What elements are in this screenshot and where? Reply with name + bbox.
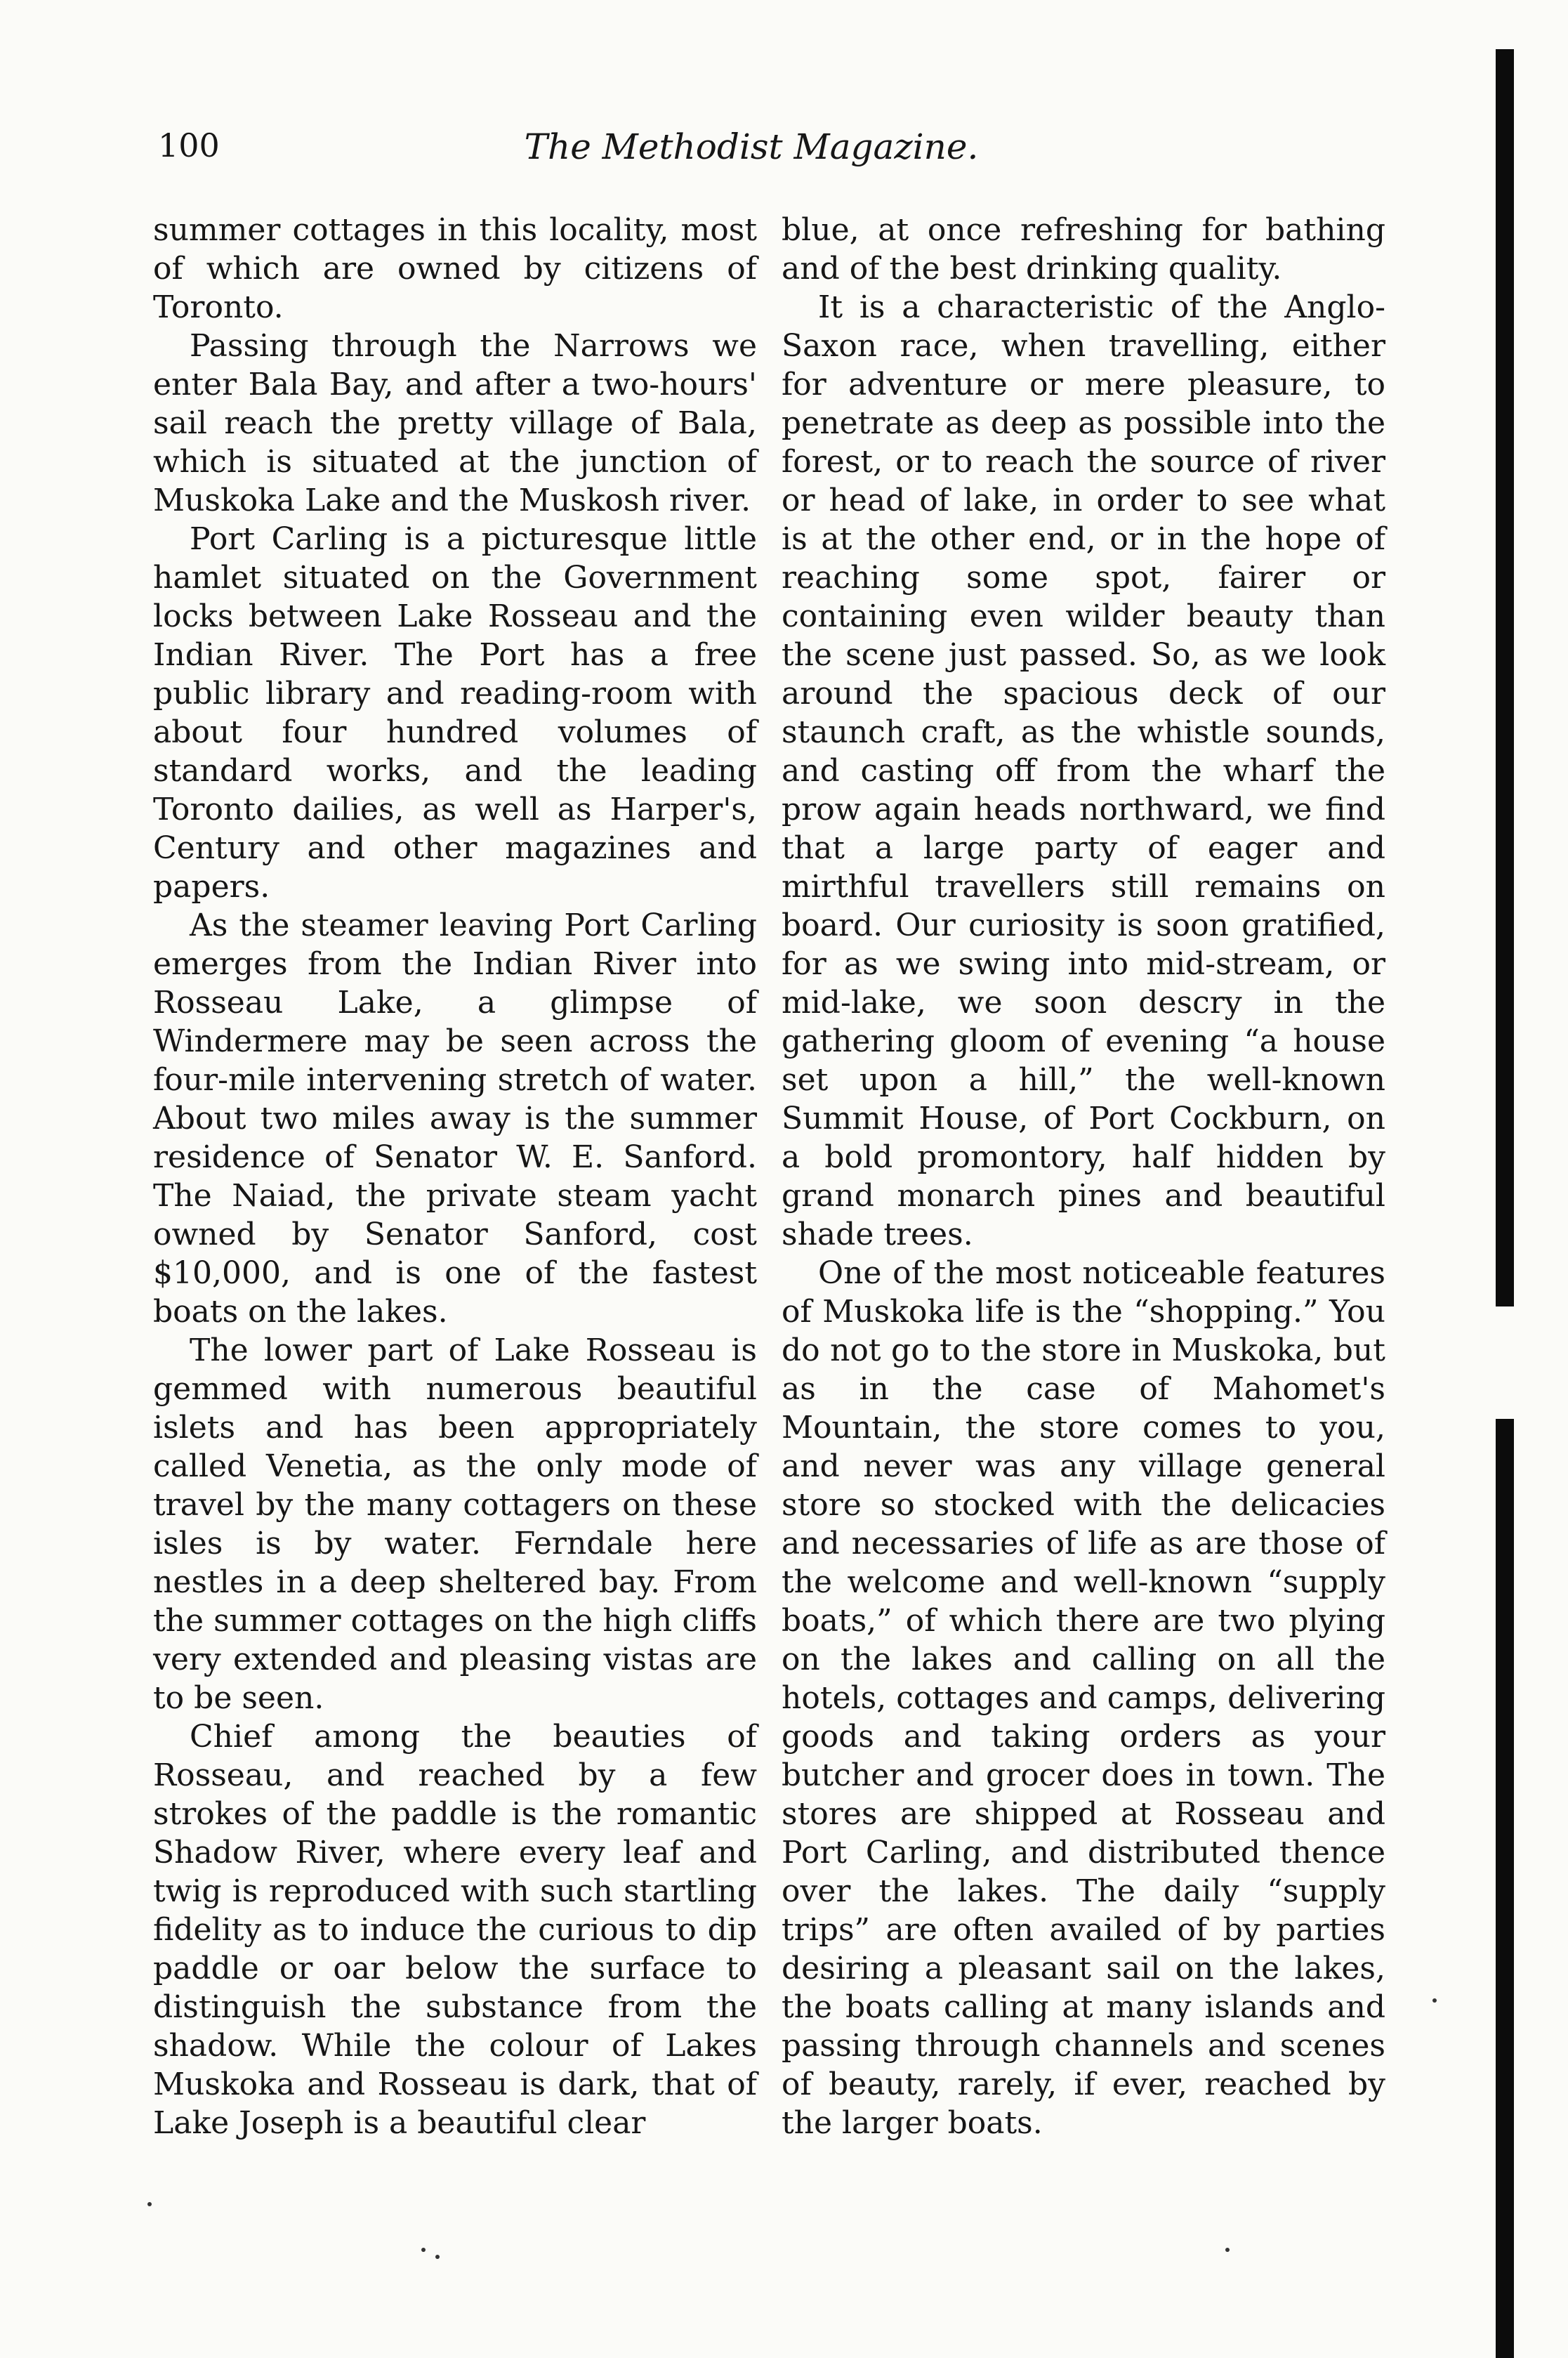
running-title: The Methodist Magazine.: [524, 126, 979, 167]
paragraph: It is a characteristic of the Anglo-Saxon race, when travelling, either for adventure or mere pleasure, to penetrate as deep as possible into the forest, or to reach the source of river or head of lake, in order to see what is at the other end, or in the hope of reaching some spot, fairer or containing even wilder beauty than the scene just passed. So, as we look around the spacious deck of our staunch craft, as the whistle sounds, and casting off from the wharf the prow again heads northward, we find that a large party of eager and mirthful travellers still remains on board. Our curiosity is soon gratified, for as we swing into mid-stream, or mid-lake, we soon descry in the gathering gloom of evening “a house set upon a hill,” the well-known Summit House, of Port Cockburn, on a bold promontory, half hidden by grand monarch pines and beautiful shade trees.: [782, 289, 1385, 1252]
left-column: [153, 211, 757, 2142]
scan-binding-edge: [1496, 49, 1514, 1306]
paragraph: summer cottages in this locality, most of which are owned by citizens of Toronto.: [153, 212, 757, 325]
paragraph: One of the most noticeable features of Muskoka life is the “shopping.” You do not go to the store in Muskoka, but as in the case of Mahomet's Mountain, the store comes to you, and never was any village general store so stocked with the delicacies and necessaries of life as are those of the welcome and well-known “supply boats,” of which there are two plying on the lakes and calling on all the hotels, cottages and camps, delivering goods and taking orders as your butcher and grocer does in town. The stores are shipped at Rosseau and Port Carling, and distributed thence over the lakes. The daily “supply trips” are often availed of by parties desiring a pleasant sail on the lakes, the boats calling at many islands and passing through channels and scenes of beauty, rarely, if ever, reached by the larger boats.: [782, 1255, 1385, 2141]
scan-speck: [147, 2202, 152, 2206]
paragraph: Port Carling is a picturesque little hamlet situated on the Government locks between Lake Rosseau and the Indian River. The Port has a free public library and reading-room with about four hundred volumes of standard works, and the leading Toronto dailies, as well as Harper's, Century and other magazines and papers.: [153, 521, 757, 905]
scan-speck: [1225, 2248, 1230, 2252]
page-number: 100: [158, 126, 220, 164]
paragraph: As the steamer leaving Port Carling emerges from the Indian River into Rosseau Lake, a glimpse of Windermere may be seen across the four-mile intervening stretch of water. About two miles away is the summer residence of Senator W. E. Sanford. The Naiad, the private steam yacht owned by Senator Sanford, cost $10,000, and is one of the fastest boats on the lakes.: [153, 908, 757, 1330]
scan-binding-edge: [1496, 1419, 1514, 2358]
paragraph: Passing through the Narrows we enter Bala Bay, and after a two-hours' sail reach the pretty village of Bala, which is situated at the junction of Muskoka Lake and the Muskosh river.: [153, 328, 757, 518]
paragraph: The lower part of Lake Rosseau is gemmed with numerous beautiful islets and has been appropriately called Venetia, as the only mode of travel by the many cottagers on these isles is by water. Ferndale here nestles in a deep sheltered bay. From the summer cottages on the high cliffs very extended and pleasing vistas are to be seen.: [153, 1332, 757, 1716]
right-column: [782, 211, 1385, 2142]
paragraph: Chief among the beauties of Rosseau, and reached by a few strokes of the paddle is the romantic Shadow River, where every leaf and twig is reproduced with such startling fidelity as to induce the curious to dip paddle or oar below the surface to distinguish the substance from the shadow. While the colour of Lakes Muskoka and Rosseau is dark, that of Lake Joseph is a beautiful clear: [153, 1719, 757, 2141]
scan-speck: [435, 2255, 440, 2259]
paragraph: blue, at once refreshing for bathing and of the best drinking quality.: [782, 212, 1385, 287]
page-header: [158, 112, 1345, 183]
scan-speck: [1432, 1998, 1437, 2003]
scan-speck: [421, 2248, 426, 2252]
